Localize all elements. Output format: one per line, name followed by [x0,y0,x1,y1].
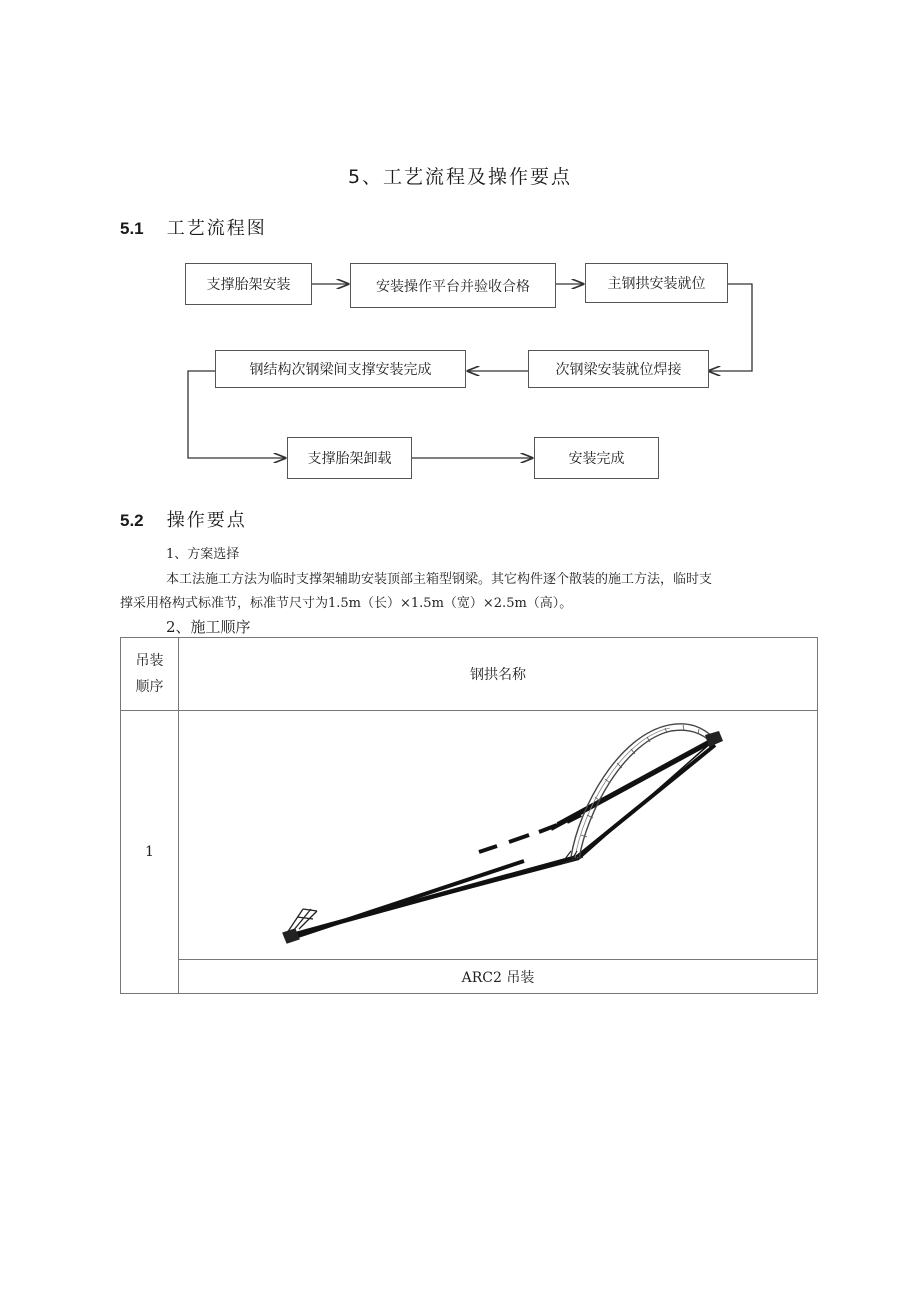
section-number: 5.1 [120,219,144,238]
flow-step-7: 安装完成 [534,437,659,479]
header-arch-name: 钢拱名称 [179,638,818,711]
item-2-title: 2、施工顺序 [166,618,251,636]
flow-step-4: 次钢梁安装就位焊接 [528,350,709,388]
paragraph-line-2: 撑采用格构式标准节，标准节尺寸为1.5m（长）×1.5m（宽）×2.5m（高）。 [120,596,573,611]
table-row [121,711,818,960]
header-sequence [121,638,179,711]
page-title: 5、工艺流程及操作要点 [347,166,573,188]
flow-step-1: 支撑胎架安装 [185,263,312,305]
flow-step-6: 支撑胎架卸载 [287,437,412,479]
section-title: 工艺流程图 [166,218,267,239]
item-1-title: 1、方案选择 [166,547,240,562]
flowchart-connectors [0,0,920,500]
table-header-row [121,638,818,711]
lifting-sequence-table [120,637,818,994]
flow-step-3: 主钢拱安装就位 [585,263,728,303]
paragraph-line-1: 本工法施工方法为临时支撑架辅助安装顶部主箱型钢梁。其它构件逐个散装的施工方法，临时支 [166,572,713,587]
header-sequence-line2: 顺序 [135,679,164,695]
section-number: 5.2 [120,511,144,530]
row-sequence-number: 1 [121,711,179,994]
flow-step-5: 钢结构次钢梁间支撑安装完成 [215,350,466,388]
row-caption: ARC2 吊装 [179,960,818,994]
arch-lifting-drawing [179,711,817,955]
table-caption-row [121,960,818,994]
header-sequence-line1: 吊装 [135,653,164,669]
section-5-2-heading [120,506,247,532]
flow-step-2: 安装操作平台并验收合格 [350,263,556,308]
section-title: 操作要点 [166,510,247,531]
arch-lifting-drawing-cell [179,711,818,960]
